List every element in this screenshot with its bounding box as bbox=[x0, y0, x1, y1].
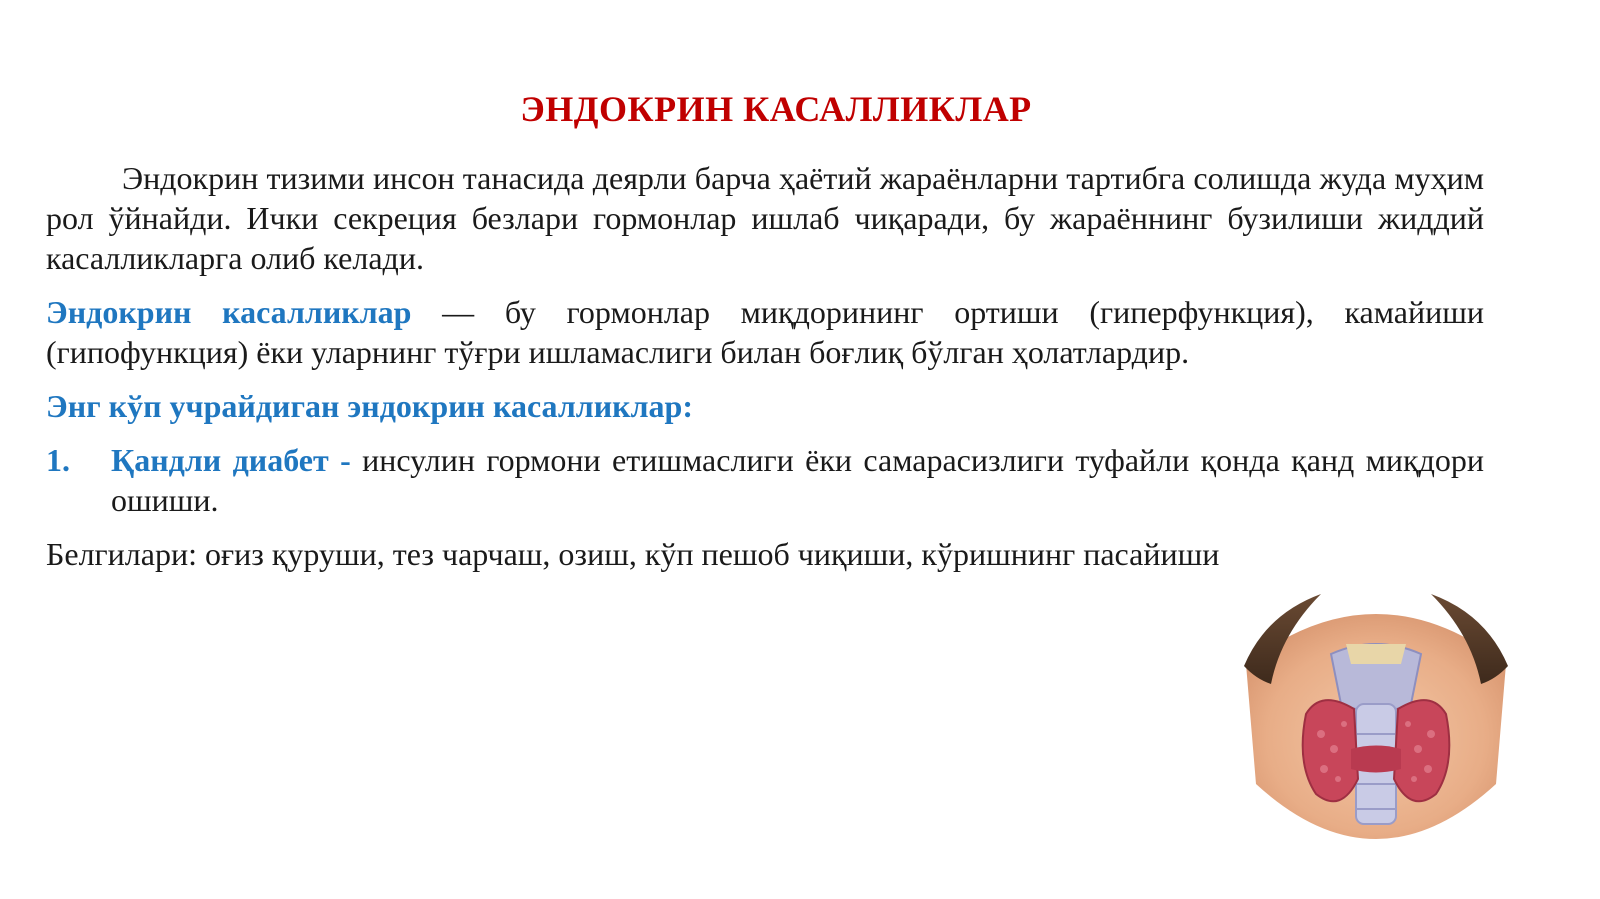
thyroid-left-lobe bbox=[1303, 700, 1358, 801]
thyroid-isthmus bbox=[1351, 746, 1401, 773]
definition-paragraph bbox=[46, 292, 1484, 372]
list-text: инсулин гормони етишмаслиги ёки самарасизлиги туфайли қонда қанд миқдори ошиши. bbox=[111, 442, 1485, 518]
intro-paragraph: Эндокрин тизими инсон танасида деярли барча ҳаётий жараёнларни тартибга солишда жуда муҳим рол ўйнайди. Ички секреция безлари гормонлар ишлаб чиқаради, бу жараённинг бузилиши жиддий касалликларга олиб келади. bbox=[46, 160, 1484, 276]
list-item bbox=[46, 440, 1484, 520]
definition-term: Эндокрин касалликлар bbox=[46, 294, 412, 330]
slide-content bbox=[46, 158, 1484, 574]
list-body bbox=[111, 440, 1484, 520]
list-number: 1. bbox=[46, 442, 70, 478]
hyoid-bone bbox=[1346, 644, 1406, 664]
definition-text: — бу гормонлар миқдорининг ортиши (гиперфункция), камайиши (гипофункция) ёки уларнинг тўғри ишламаслиги билан боғлиқ бўлган ҳолатлардир. bbox=[46, 294, 1485, 370]
subheading: Энг кўп учрайдиган эндокрин касалликлар: bbox=[46, 388, 693, 424]
list-term: Қандли диабет - bbox=[111, 442, 351, 478]
slide-title: ЭНДОКРИН КАСАЛЛИКЛАР bbox=[520, 89, 1032, 129]
symptoms-paragraph: Белгилари: оғиз қуруши, тез чарчаш, озиш, кўп пешоб чиқиши, кўришнинг пасайиши bbox=[46, 536, 1220, 572]
thyroid-neck-illustration-icon bbox=[1226, 574, 1526, 874]
thyroid-right-lobe bbox=[1394, 700, 1449, 801]
